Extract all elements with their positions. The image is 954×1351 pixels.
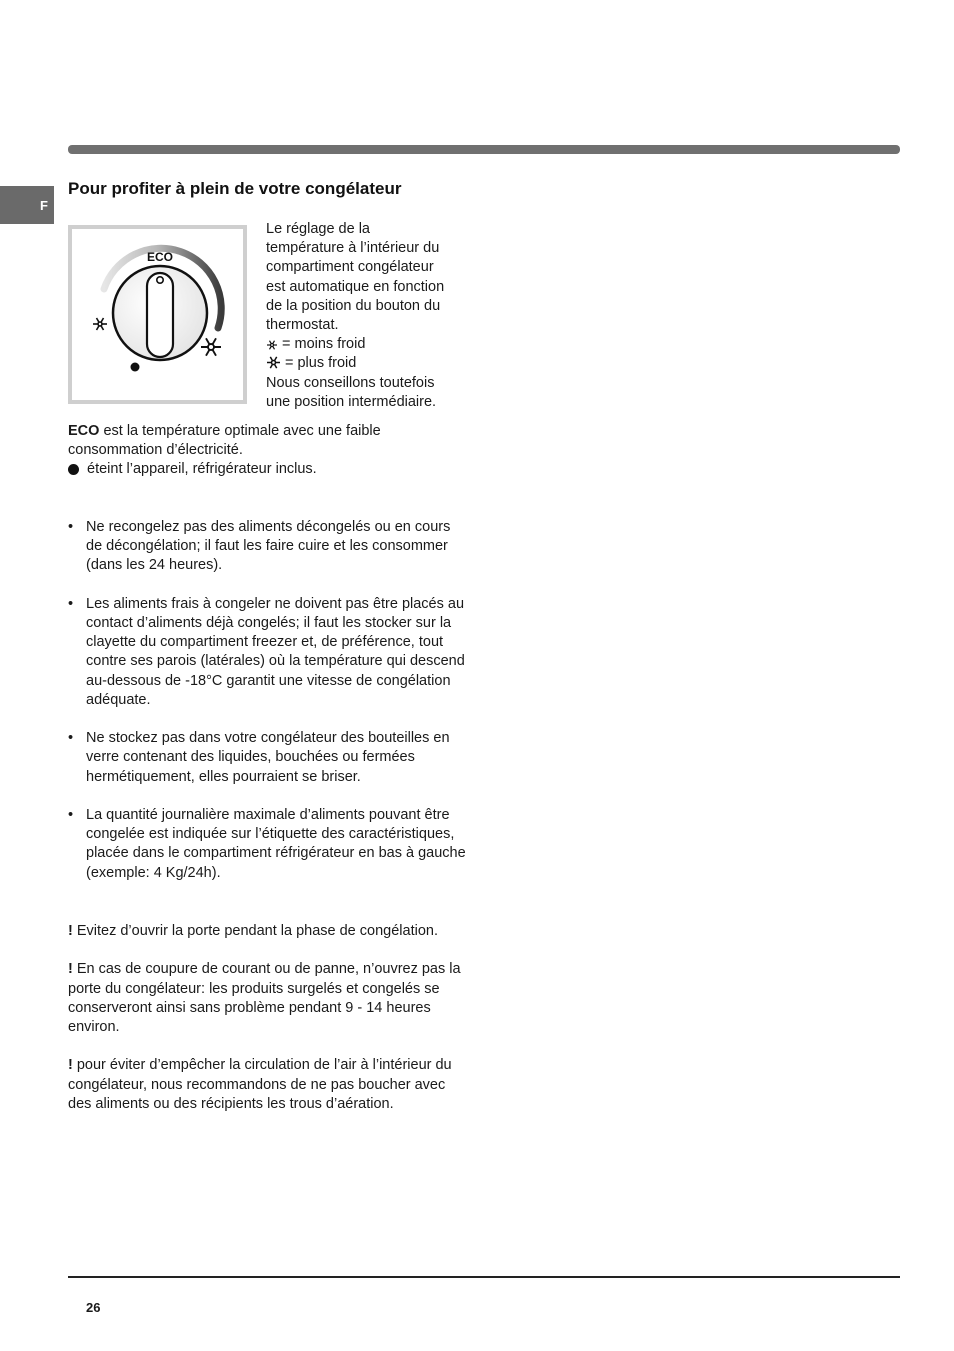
eco-label: ECO xyxy=(146,250,174,264)
thermostat-intro xyxy=(266,220,471,412)
warning-item xyxy=(68,1056,463,1114)
warning-mark: ! xyxy=(68,1057,73,1074)
top-divider xyxy=(68,145,900,154)
more-cold-legend xyxy=(266,354,471,373)
thermostat-dial-figure xyxy=(68,225,247,404)
list-item: • Les aliments frais à congeler ne doivent pas être placés au contact d’aliments déjà congelés; il faut les stocker sur la clayette du compartiment freezer et, de préférence, tout contre ses parois (latérales) où la température qui descend au-dessous de -18°C garantit une vitesse de congélation adéquate. xyxy=(68,595,468,710)
intro-line: thermostat. xyxy=(266,317,339,334)
list-item: • La quantité journalière maximale d’aliments pouvant être congelée est indiquée sur l’étiquette des caractéristiques, placée dans le compartiment réfrigérateur en bas à gauche (exemple: 4 Kg/24h). xyxy=(68,806,468,883)
thermostat-dial-illustration xyxy=(72,229,243,400)
list-item: • Ne stockez pas dans votre congélateur des bouteilles en verre contenant des liquides, bouchées ou fermées hermétiquement, elles pourraient se briser. xyxy=(68,729,468,787)
warning-text: Evitez d’ouvrir la porte pendant la phase de congélation. xyxy=(76,923,438,939)
less-cold-text: = moins froid xyxy=(282,336,366,353)
intro-line: Le réglage de la xyxy=(266,221,370,237)
language-tab: F xyxy=(0,186,54,224)
eco-term: ECO xyxy=(68,423,100,439)
knob-grip xyxy=(147,273,173,357)
warning-text: pour éviter d’empêcher la circulation de l’air à l’intérieur du congélateur, nous recommandons de ne pas boucher avec des aliments ou des récipients les trous d’aération. xyxy=(68,1057,452,1112)
off-text: éteint l’appareil, réfrigérateur inclus. xyxy=(87,461,317,478)
eco-description xyxy=(68,422,463,480)
intro-line: est automatique en fonction xyxy=(266,278,445,295)
freezing-tips-list xyxy=(68,518,468,902)
list-item: • Ne recongelez pas des aliments décongelés ou en cours de décongélation; il faut les faire cuire et les consommer (dans les 24 heures). xyxy=(68,518,468,576)
warning-mark: ! xyxy=(68,961,73,978)
snowflake-large-icon xyxy=(201,338,221,355)
page-number: 26 xyxy=(86,1300,101,1315)
advice-line: une position intermédiaire. xyxy=(266,393,437,410)
warning-item xyxy=(68,922,463,941)
off-dot-icon xyxy=(68,464,79,475)
snowflake-large-icon xyxy=(266,355,281,370)
warning-text: En cas de coupure de courant ou de panne, n’ouvrez pas la porte du congélateur: les produits surgelés et congelés se conserveront ainsi sans problème pendant 9 - 14 heures environ. xyxy=(68,961,461,1035)
knob-indicator xyxy=(157,277,163,283)
bottom-divider xyxy=(68,1276,900,1278)
section-title: Pour profiter à plein de votre congélateur xyxy=(68,179,402,198)
intro-line: température à l’intérieur du xyxy=(266,240,440,257)
intro-line: de la position du bouton du xyxy=(266,297,441,314)
off-dot-icon xyxy=(131,363,140,372)
warnings-section xyxy=(68,922,463,1133)
snowflake-small-icon xyxy=(266,339,278,351)
eco-text: est la température optimale avec une faible consommation d’électricité. xyxy=(68,423,381,459)
warning-mark: ! xyxy=(68,923,73,939)
snowflake-small-icon xyxy=(93,318,107,330)
less-cold-legend xyxy=(266,335,471,354)
intro-line: compartiment congélateur xyxy=(266,259,434,276)
more-cold-text: = plus froid xyxy=(285,355,357,372)
advice-line: Nous conseillons toutefois xyxy=(266,374,435,391)
warning-item xyxy=(68,960,463,1037)
